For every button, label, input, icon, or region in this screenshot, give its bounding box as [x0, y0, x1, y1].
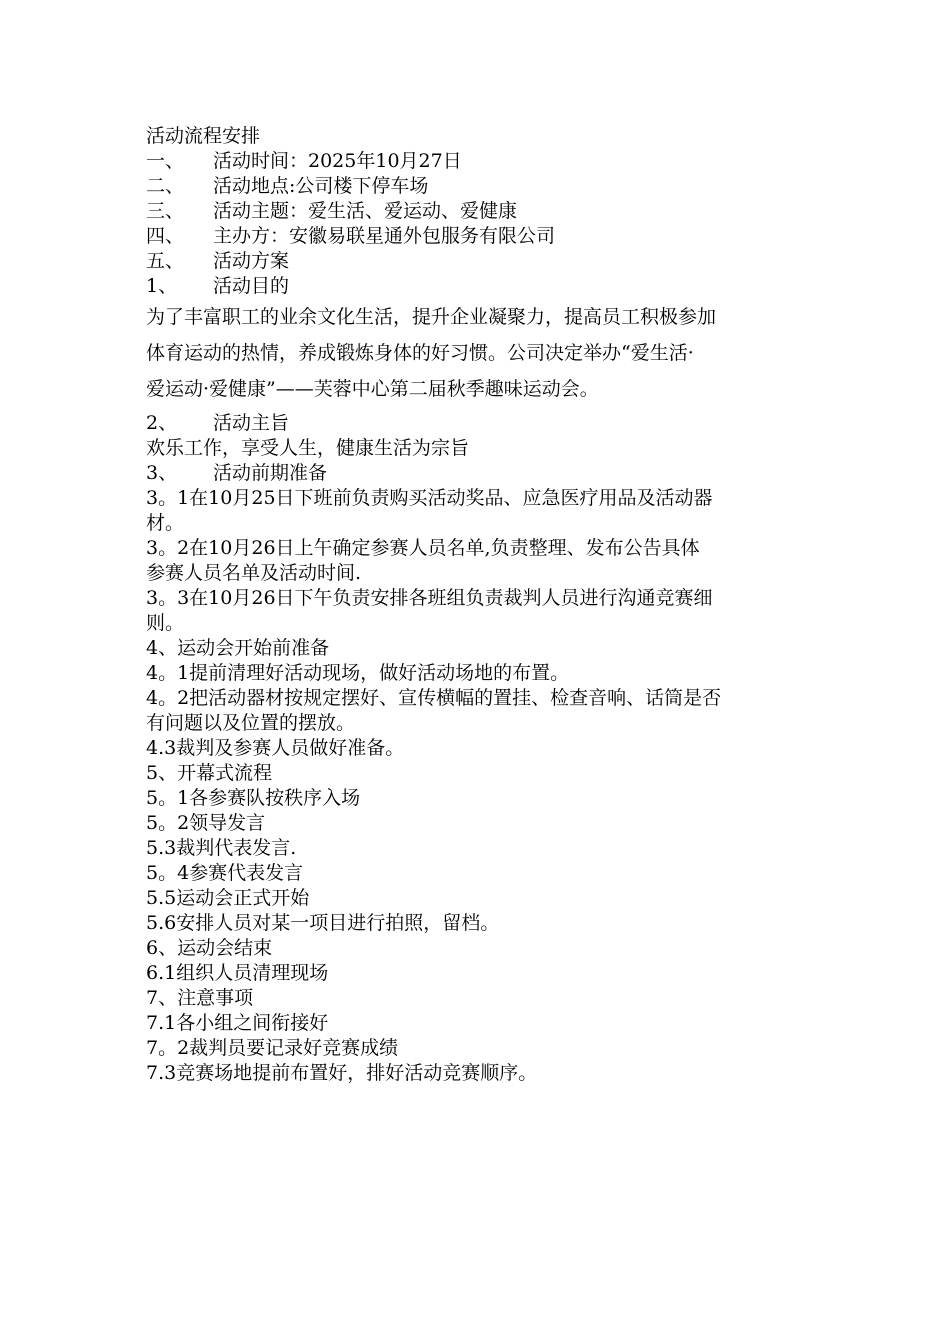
list-item: 4、运动会开始前准备: [146, 637, 330, 659]
aim-heading: [146, 411, 822, 436]
document-page: [146, 124, 822, 1086]
section-item: [146, 174, 822, 199]
section-item: [146, 199, 822, 224]
list-item: 6、运动会结束: [146, 937, 273, 959]
list-item: 5.5运动会正式开始: [146, 887, 310, 909]
list-item-line: 有问题以及位置的摆放。: [146, 712, 356, 734]
list-item: 7.3竞赛场地提前布置好，排好活动竞赛顺序。: [146, 1062, 538, 1084]
list-item-line: 4。2把活动器材按规定摆好、宣传横幅的置挂、检查音响、话筒是否: [146, 687, 722, 709]
section-number: 三、: [146, 200, 185, 222]
document-title: 活动流程安排: [146, 125, 261, 147]
list-item: 4.3裁判及参赛人员做好准备。: [146, 737, 405, 759]
section-number: 二、: [146, 175, 185, 197]
aim-heading-number: 2、: [146, 412, 178, 434]
list-item: 6.1组织人员清理现场: [146, 962, 329, 984]
prep-item-line: 3。1在10月25日下班前负责购买活动奖品、应急医疗用品及活动器: [146, 487, 713, 509]
prep-item: [146, 536, 822, 586]
section-text: 活动地点:公司楼下停车场: [213, 175, 429, 197]
prep-heading-number: 3、: [146, 462, 178, 484]
list-item: 7、注意事项: [146, 987, 254, 1009]
section-item: [146, 249, 822, 274]
section-number: 五、: [146, 250, 185, 272]
prep-item-line: 3。2在10月26日上午确定参赛人员名单,负责整理、发布公告具体: [146, 537, 700, 559]
prep-item: [146, 486, 822, 536]
purpose-heading-text: 活动目的: [213, 275, 290, 297]
prep-item: [146, 586, 822, 636]
list-item: 5、开幕式流程: [146, 762, 273, 784]
list-item: 5。1各参赛队按秩序入场: [146, 787, 361, 809]
purpose-line: 体育运动的热情，养成锻炼身体的好习惯。公司决定举办“爱生活·: [146, 342, 694, 364]
list-item: 5.6安排人员对某一项目进行拍照，留档。: [146, 912, 500, 934]
list-item: 7。2裁判员要记录好竞赛成绩: [146, 1037, 399, 1059]
aim-heading-text: 活动主旨: [213, 412, 290, 434]
section-text: 活动方案: [213, 250, 290, 272]
section-number: 四、: [146, 225, 185, 247]
prep-item-line: 材。: [146, 512, 185, 534]
section-text: 主办方：安徽易联星通外包服务有限公司: [213, 225, 556, 247]
section-text: 活动主题：爱生活、爱运动、爱健康: [213, 200, 518, 222]
list-item: 5。4参赛代表发言: [146, 862, 304, 884]
section-text: 活动时间：2025年10月27日: [213, 150, 462, 172]
prep-item-line: 3。3在10月26日下午负责安排各班组负责裁判人员进行沟通竞赛细: [146, 587, 713, 609]
section-number: 一、: [146, 150, 185, 172]
aim-text: 欢乐工作，享受人生，健康生活为宗旨: [146, 437, 470, 459]
list-item: 5.3裁判代表发言.: [146, 837, 297, 859]
purpose-paragraph: [146, 299, 822, 407]
list-item: 4。1提前清理好活动现场，做好活动场地的布置。: [146, 662, 570, 684]
section-item: [146, 149, 822, 174]
purpose-heading-number: 1、: [146, 275, 178, 297]
purpose-line: 为了丰富职工的业余文化生活，提升企业凝聚力，提高员工积极参加: [146, 306, 717, 328]
list-item: 5。2领导发言: [146, 812, 266, 834]
prep-item-line: 参赛人员名单及活动时间.: [146, 562, 362, 584]
prep-item-line: 则。: [146, 612, 185, 634]
list-item: 7.1各小组之间衔接好: [146, 1012, 329, 1034]
prep-heading-text: 活动前期准备: [213, 462, 328, 484]
prep-heading: [146, 461, 822, 486]
section-item: [146, 224, 822, 249]
list-item-wrapped: [146, 686, 822, 736]
purpose-line: 爱运动·爱健康”——芙蓉中心第二届秋季趣味运动会。: [146, 378, 599, 400]
purpose-heading: [146, 274, 822, 299]
